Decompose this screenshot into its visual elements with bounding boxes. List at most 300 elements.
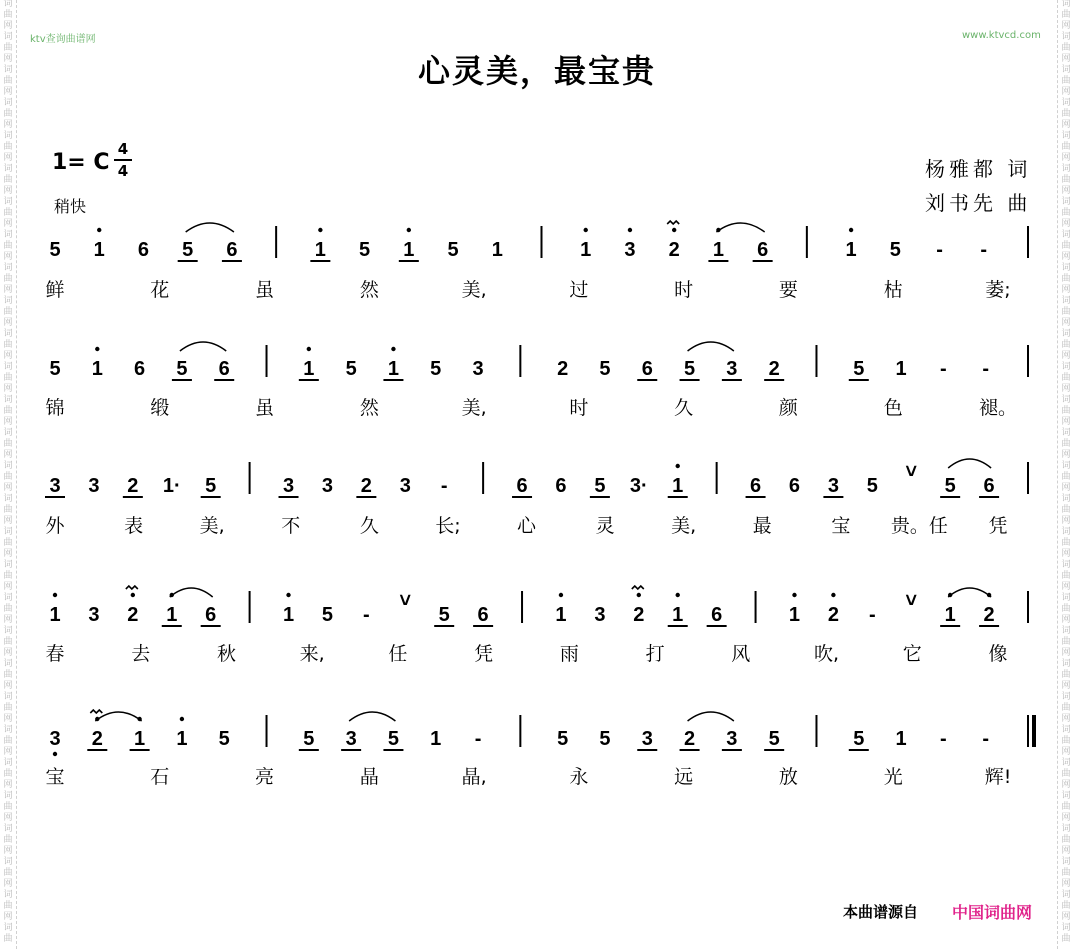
watermark-char: 曲 bbox=[1061, 10, 1071, 20]
watermark-char: 曲 bbox=[1061, 802, 1071, 812]
note: 1 bbox=[134, 728, 146, 750]
watermark-char: 网 bbox=[1061, 21, 1071, 31]
note: 6 bbox=[134, 358, 146, 380]
watermark-char: 网 bbox=[1061, 714, 1071, 724]
watermark-char: 网 bbox=[3, 351, 13, 361]
sustain-dash: - bbox=[982, 728, 990, 750]
watermark-char: 曲 bbox=[3, 703, 13, 713]
note: 5 bbox=[447, 239, 459, 261]
octave-dot-high bbox=[672, 228, 676, 232]
watermark-char: 曲 bbox=[3, 76, 13, 86]
note: 3 bbox=[88, 604, 100, 626]
watermark-char: 曲 bbox=[3, 439, 13, 449]
watermark-char: 曲 bbox=[1061, 439, 1071, 449]
watermark-char: 词 bbox=[3, 395, 13, 405]
lyric-char: 雨 bbox=[559, 643, 579, 665]
watermark-char: 网 bbox=[3, 582, 13, 592]
watermark-char: 网 bbox=[3, 714, 13, 724]
slur-arc bbox=[180, 342, 226, 351]
watermark-char: 网 bbox=[3, 21, 13, 31]
lyric-char: 去 bbox=[131, 643, 151, 665]
watermark-char: 网 bbox=[3, 384, 13, 394]
octave-dot-high bbox=[407, 228, 411, 232]
sustain-dash: - bbox=[474, 728, 482, 750]
watermark-char: 曲 bbox=[1061, 142, 1071, 152]
slur-arc bbox=[948, 588, 991, 597]
watermark-char: 曲 bbox=[3, 373, 13, 383]
note: 2 bbox=[633, 604, 645, 626]
breath-mark: ˅ bbox=[905, 461, 918, 483]
lyric-char: 色 bbox=[883, 397, 903, 419]
watermark-char: 词 bbox=[1061, 296, 1071, 306]
song-title: 心灵美，最宝贵 bbox=[417, 52, 656, 90]
watermark-char: 网 bbox=[1061, 681, 1071, 691]
watermark-char: 网 bbox=[1061, 351, 1071, 361]
lyric-char: 美, bbox=[671, 515, 697, 537]
octave-dot-high bbox=[628, 228, 632, 232]
watermark-char: 词 bbox=[3, 494, 13, 504]
watermark-char: 词 bbox=[3, 692, 13, 702]
note: 3 bbox=[49, 728, 61, 750]
lyric-char: 贵。任 bbox=[890, 515, 948, 537]
watermark-char: 词 bbox=[1061, 659, 1071, 669]
lyric-char: 最 bbox=[752, 515, 772, 537]
note: 1 bbox=[303, 358, 315, 380]
note: 5 bbox=[853, 358, 865, 380]
note: 5 bbox=[944, 475, 956, 497]
lyric-char: 缎 bbox=[150, 397, 170, 419]
lyric-char: 久 bbox=[359, 515, 379, 537]
note: 3 bbox=[345, 728, 357, 750]
slur-arc bbox=[95, 712, 141, 721]
note: 3 bbox=[88, 475, 100, 497]
note: 1 bbox=[93, 239, 105, 261]
watermark-char: 网 bbox=[1061, 120, 1071, 130]
lyric-char: 要 bbox=[778, 279, 798, 301]
note: 5 bbox=[684, 358, 696, 380]
watermark-char: 曲 bbox=[3, 208, 13, 218]
watermark-char: 网 bbox=[3, 780, 13, 790]
watermark-char: 网 bbox=[1061, 87, 1071, 97]
note: 3 bbox=[49, 475, 61, 497]
watermark-char: 网 bbox=[3, 252, 13, 262]
note: 1 bbox=[314, 239, 326, 261]
watermark-char: 曲 bbox=[1061, 901, 1071, 911]
note: 1 bbox=[895, 728, 907, 750]
watermark-char: 曲 bbox=[1061, 76, 1071, 86]
note: 1 bbox=[944, 604, 956, 626]
note: 2 bbox=[127, 604, 139, 626]
watermark-char: 曲 bbox=[1061, 175, 1071, 185]
lyric-char: 它 bbox=[902, 643, 922, 665]
note: 6 bbox=[516, 475, 528, 497]
watermark-char: 网 bbox=[3, 483, 13, 493]
lyric-char: 永 bbox=[569, 766, 589, 788]
lyric-char: 宝 bbox=[45, 766, 65, 788]
note: 3 bbox=[827, 475, 839, 497]
note: 6 bbox=[226, 239, 238, 261]
octave-dot-high bbox=[831, 593, 835, 597]
watermark-char: 词 bbox=[3, 197, 13, 207]
sustain-dash: - bbox=[940, 358, 947, 380]
watermark-char: 网 bbox=[1061, 384, 1071, 394]
note: 5 bbox=[49, 239, 61, 261]
note: 5 bbox=[438, 604, 450, 626]
lyricist-credit: 杨雅都 词 bbox=[925, 157, 1032, 181]
lyric-char: 凭 bbox=[988, 515, 1008, 537]
watermark-char: 网 bbox=[1061, 252, 1071, 262]
note: 2 bbox=[668, 239, 680, 261]
lyric-char: 凭 bbox=[474, 643, 494, 665]
watermark-char: 网 bbox=[1061, 780, 1071, 790]
watermark-char: 网 bbox=[1061, 615, 1071, 625]
watermark-char: 词 bbox=[1061, 725, 1071, 735]
watermark-char: 曲 bbox=[3, 769, 13, 779]
octave-dot-high bbox=[987, 593, 991, 597]
trill-ornament bbox=[667, 221, 679, 224]
lyric-char: 虽 bbox=[255, 397, 275, 419]
sustain-dash: - bbox=[940, 728, 947, 750]
watermark-char: 词 bbox=[3, 329, 13, 339]
watermark-char: 曲 bbox=[3, 934, 13, 944]
watermark-char: 曲 bbox=[3, 109, 13, 119]
watermark-char: 词 bbox=[3, 659, 13, 669]
octave-dot-high bbox=[391, 347, 395, 351]
watermark-char: 曲 bbox=[3, 406, 13, 416]
note: 1 bbox=[845, 239, 857, 261]
watermark-char: 网 bbox=[3, 285, 13, 295]
watermark-char: 曲 bbox=[1061, 769, 1071, 779]
watermark-char: 网 bbox=[3, 87, 13, 97]
note: 1 bbox=[176, 728, 188, 750]
note: 1 bbox=[91, 358, 103, 380]
octave-dot-high bbox=[131, 593, 135, 597]
sustain-dash: - bbox=[868, 604, 876, 626]
watermark-char: 曲 bbox=[3, 472, 13, 482]
watermark-char: 网 bbox=[3, 153, 13, 163]
watermark-char: 曲 bbox=[3, 670, 13, 680]
watermark-char: 网 bbox=[3, 450, 13, 460]
note: 1 bbox=[555, 604, 567, 626]
watermark-char: 网 bbox=[1061, 483, 1071, 493]
sustain-dash: - bbox=[363, 604, 370, 626]
watermark-char: 网 bbox=[3, 648, 13, 658]
watermark-char: 词 bbox=[1061, 791, 1071, 801]
watermark-char: 词 bbox=[1061, 923, 1071, 933]
watermark-char: 词 bbox=[1061, 890, 1071, 900]
watermark-char: 词 bbox=[3, 230, 13, 240]
lyric-char: 然 bbox=[359, 279, 379, 301]
watermark-char: 词 bbox=[3, 131, 13, 141]
tempo-marking: 稍快 bbox=[54, 197, 87, 216]
note: 5 bbox=[303, 728, 315, 750]
watermark-char: 曲 bbox=[1061, 670, 1071, 680]
note: 5 bbox=[321, 604, 334, 626]
watermark-char: 网 bbox=[3, 549, 13, 559]
watermark-char: 词 bbox=[1061, 560, 1071, 570]
watermark-char: 曲 bbox=[1061, 571, 1071, 581]
octave-dot-high bbox=[318, 228, 322, 232]
watermark-char: 词 bbox=[3, 32, 13, 42]
octave-dot-high bbox=[637, 593, 641, 597]
watermark-char: 词 bbox=[3, 362, 13, 372]
watermark-char: 网 bbox=[1061, 912, 1071, 922]
lyric-char: 晶 bbox=[359, 766, 379, 788]
watermark-char: 曲 bbox=[3, 736, 13, 746]
note: 3 bbox=[624, 239, 636, 261]
slur-arc bbox=[948, 459, 991, 468]
lyric-char: 风 bbox=[731, 643, 751, 665]
watermark-char: 曲 bbox=[3, 43, 13, 53]
watermark-char: 网 bbox=[1061, 846, 1071, 856]
watermark-char: 词 bbox=[1061, 494, 1071, 504]
source-site-link[interactable]: 中国词曲网 bbox=[952, 903, 1033, 922]
octave-dot-high bbox=[95, 347, 99, 351]
watermark-char: 词 bbox=[1061, 197, 1071, 207]
note: 5 bbox=[557, 728, 569, 750]
lyric-char: 吹, bbox=[814, 643, 840, 665]
note: 1 bbox=[788, 604, 801, 626]
site-link-right[interactable]: www.ktvcd.com bbox=[962, 30, 1041, 41]
watermark-char: 词 bbox=[1061, 362, 1071, 372]
lyric-char: 美, bbox=[461, 279, 487, 301]
note: 3 bbox=[594, 604, 606, 626]
octave-dot-low bbox=[53, 752, 57, 756]
watermark-char: 词 bbox=[3, 296, 13, 306]
watermark-char: 词 bbox=[3, 725, 13, 735]
lyric-char: 晶, bbox=[461, 766, 487, 788]
lyric-char: 光 bbox=[883, 766, 903, 788]
note: 2 bbox=[827, 604, 839, 626]
octave-dot-high bbox=[307, 347, 311, 351]
slur-arc bbox=[688, 712, 734, 721]
lyric-char: 心 bbox=[516, 515, 537, 537]
watermark-char: 曲 bbox=[1061, 43, 1071, 53]
note: 6 bbox=[137, 239, 150, 261]
watermark-char: 曲 bbox=[3, 307, 13, 317]
note: 1 bbox=[282, 604, 295, 626]
watermark-char: 词 bbox=[1061, 329, 1071, 339]
watermark-char: 词 bbox=[1061, 131, 1071, 141]
note: 5 bbox=[866, 475, 878, 497]
note: 6 bbox=[477, 604, 489, 626]
watermark-char: 曲 bbox=[3, 571, 13, 581]
sustain-dash: - bbox=[982, 358, 990, 380]
watermark-char: 曲 bbox=[1061, 241, 1071, 251]
note: 5 bbox=[889, 239, 901, 261]
note: 1· bbox=[162, 475, 181, 497]
watermark-char: 词 bbox=[3, 824, 13, 834]
note: 1 bbox=[895, 358, 907, 380]
lyric-char: 久 bbox=[674, 397, 694, 419]
lyric-char: 秋 bbox=[216, 643, 236, 665]
lyric-char: 萎; bbox=[985, 279, 1011, 301]
lyric-char: 长; bbox=[435, 515, 461, 537]
octave-dot-high bbox=[53, 593, 57, 597]
breath-mark: ˅ bbox=[399, 590, 412, 612]
watermark-char: 词 bbox=[3, 65, 13, 75]
watermark-char: 网 bbox=[3, 417, 13, 427]
breath-mark: ˅ bbox=[905, 590, 918, 612]
watermark-char: 网 bbox=[3, 747, 13, 757]
note: 3 bbox=[282, 475, 295, 497]
note: 5 bbox=[430, 358, 442, 380]
watermark-char: 网 bbox=[3, 516, 13, 526]
watermark-char: 曲 bbox=[1061, 373, 1071, 383]
watermark-char: 曲 bbox=[3, 340, 13, 350]
lyric-char: 任 bbox=[388, 643, 408, 665]
watermark-char: 网 bbox=[1061, 549, 1071, 559]
note: 1 bbox=[49, 604, 61, 626]
watermark-char: 网 bbox=[3, 120, 13, 130]
watermark-char: 网 bbox=[1061, 318, 1071, 328]
note: 5 bbox=[345, 358, 357, 380]
lyric-char: 花 bbox=[150, 279, 170, 301]
watermark-char: 曲 bbox=[3, 274, 13, 284]
watermark-char: 网 bbox=[1061, 516, 1071, 526]
watermark-char: 曲 bbox=[1061, 472, 1071, 482]
watermark-char: 词 bbox=[3, 890, 13, 900]
watermark-char: 词 bbox=[1061, 428, 1071, 438]
watermark-char: 曲 bbox=[3, 505, 13, 515]
composer-credit: 刘书先 曲 bbox=[925, 191, 1032, 215]
lyric-char: 虽 bbox=[255, 279, 275, 301]
watermark-char: 网 bbox=[3, 615, 13, 625]
watermark-char: 词 bbox=[1061, 164, 1071, 174]
watermark-char: 曲 bbox=[1061, 109, 1071, 119]
note: 3 bbox=[399, 475, 411, 497]
watermark-char: 网 bbox=[3, 54, 13, 64]
watermark-char: 词 bbox=[3, 857, 13, 867]
watermark-char: 曲 bbox=[1061, 406, 1071, 416]
slur-arc bbox=[349, 712, 395, 721]
watermark-char: 曲 bbox=[1061, 340, 1071, 350]
watermark-char: 网 bbox=[1061, 450, 1071, 460]
watermark-char: 词 bbox=[1061, 857, 1071, 867]
watermark-char: 网 bbox=[1061, 285, 1071, 295]
octave-dot-high bbox=[792, 593, 796, 597]
watermark-char: 词 bbox=[1061, 395, 1071, 405]
watermark-char: 网 bbox=[3, 879, 13, 889]
watermark-char: 词 bbox=[1061, 263, 1071, 273]
trill-ornament bbox=[632, 586, 644, 589]
note: 1 bbox=[672, 475, 684, 497]
watermark-char: 词 bbox=[1061, 527, 1071, 537]
key-signature: 1= C bbox=[52, 150, 110, 175]
slur-arc bbox=[716, 223, 764, 232]
note: 5 bbox=[176, 358, 188, 380]
watermark-char: 曲 bbox=[3, 10, 13, 20]
watermark-char: 词 bbox=[3, 263, 13, 273]
watermark-char: 曲 bbox=[1061, 505, 1071, 515]
note: 1 bbox=[166, 604, 178, 626]
lyric-char: 辉! bbox=[984, 766, 1012, 788]
note: 3 bbox=[321, 475, 334, 497]
watermark-char: 词 bbox=[3, 527, 13, 537]
lyric-char: 宝 bbox=[831, 515, 851, 537]
note: 5 bbox=[49, 358, 61, 380]
watermark-char: 曲 bbox=[3, 241, 13, 251]
lyric-char: 颜 bbox=[778, 397, 798, 419]
watermark-char: 词 bbox=[1061, 824, 1071, 834]
note: 1 bbox=[672, 604, 684, 626]
watermark-char: 曲 bbox=[1061, 274, 1071, 284]
slur-arc bbox=[170, 588, 213, 597]
lyric-char: 鲜 bbox=[45, 279, 65, 301]
note: 1 bbox=[387, 358, 399, 380]
lyric-char: 美, bbox=[461, 397, 487, 419]
note: 1 bbox=[712, 239, 724, 261]
note: 6 bbox=[757, 239, 769, 261]
octave-dot-high bbox=[559, 593, 563, 597]
note: 5 bbox=[599, 728, 611, 750]
note: 6 bbox=[555, 475, 567, 497]
note: 5 bbox=[387, 728, 399, 750]
site-link-left[interactable]: ktv查询曲谱网 bbox=[30, 34, 96, 45]
note: 2 bbox=[557, 358, 569, 380]
watermark-char: 词 bbox=[3, 626, 13, 636]
watermark-char: 网 bbox=[3, 912, 13, 922]
watermark-char: 词 bbox=[3, 0, 13, 9]
note: 6 bbox=[218, 358, 230, 380]
trill-ornament bbox=[126, 586, 138, 589]
watermark-char: 词 bbox=[1061, 230, 1071, 240]
watermark-char: 词 bbox=[1061, 65, 1071, 75]
lyric-char: 亮 bbox=[255, 766, 275, 788]
note: 1 bbox=[491, 239, 503, 261]
note: 6 bbox=[641, 358, 653, 380]
lyric-char: 表 bbox=[124, 515, 144, 537]
watermark-char: 网 bbox=[3, 681, 13, 691]
watermark-char: 网 bbox=[3, 318, 13, 328]
watermark-char: 网 bbox=[3, 813, 13, 823]
source-label: 本曲谱源自 bbox=[843, 903, 919, 921]
note: 2 bbox=[127, 475, 139, 497]
lyric-char: 灵 bbox=[595, 515, 615, 537]
watermark-char: 词 bbox=[3, 758, 13, 768]
watermark-char: 曲 bbox=[1061, 208, 1071, 218]
note: 5 bbox=[599, 358, 611, 380]
sustain-dash: - bbox=[936, 239, 943, 261]
note: 3 bbox=[641, 728, 653, 750]
watermark-char: 曲 bbox=[1061, 934, 1071, 944]
watermark-char: 曲 bbox=[3, 901, 13, 911]
watermark-char: 词 bbox=[1061, 593, 1071, 603]
watermark-char: 词 bbox=[3, 923, 13, 933]
lyric-char: 来, bbox=[299, 643, 325, 665]
lyric-char: 像 bbox=[988, 643, 1008, 665]
watermark-char: 曲 bbox=[3, 835, 13, 845]
watermark-char: 词 bbox=[1061, 461, 1071, 471]
lyric-char: 打 bbox=[645, 643, 665, 665]
note: 3 bbox=[726, 358, 738, 380]
lyric-char: 石 bbox=[150, 766, 170, 788]
note: 3 bbox=[472, 358, 484, 380]
time-signature-top: 4 bbox=[117, 140, 129, 158]
watermark-char: 词 bbox=[3, 164, 13, 174]
note: 5 bbox=[218, 728, 230, 750]
watermark-char: 曲 bbox=[3, 637, 13, 647]
watermark-char: 词 bbox=[1061, 758, 1071, 768]
note: 2 bbox=[91, 728, 103, 750]
octave-dot-high bbox=[97, 228, 101, 232]
lyric-char: 枯 bbox=[883, 279, 903, 301]
watermark-char: 曲 bbox=[1061, 736, 1071, 746]
lyric-char: 春 bbox=[45, 643, 65, 665]
time-signature-bottom: 4 bbox=[117, 162, 129, 180]
note: 6 bbox=[788, 475, 801, 497]
watermark-char: 曲 bbox=[3, 538, 13, 548]
